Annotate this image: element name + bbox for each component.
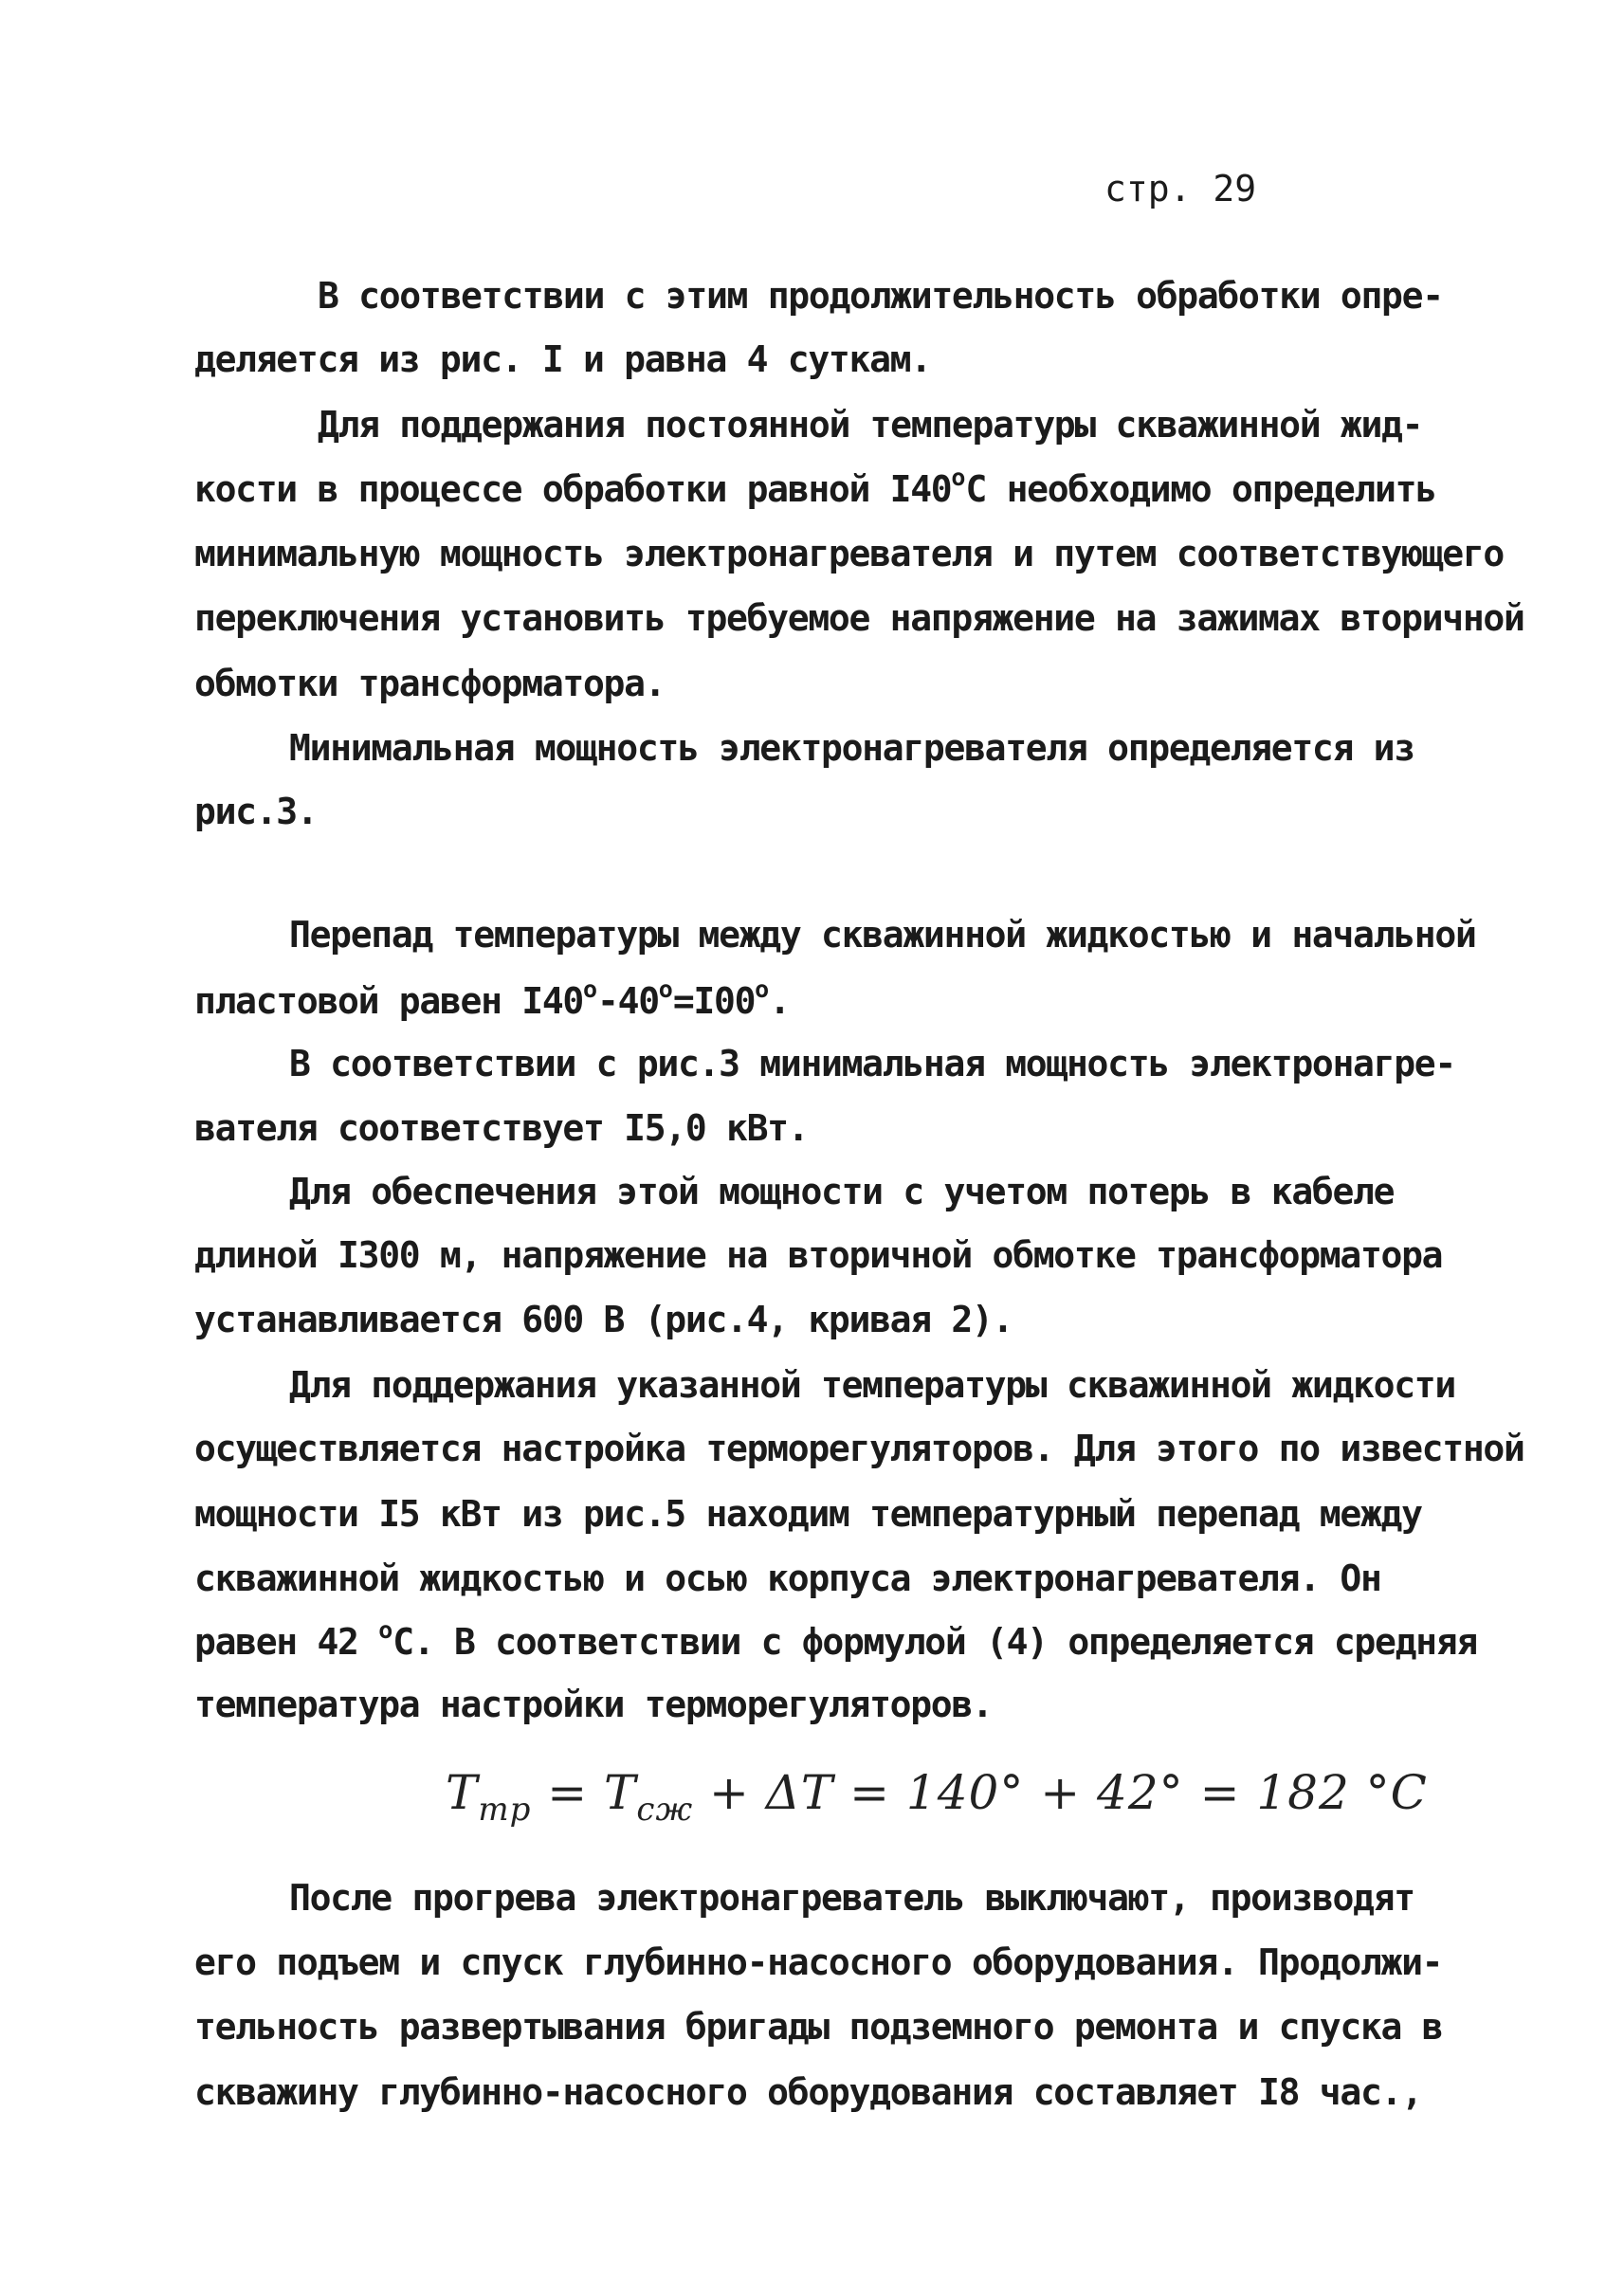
- text-line: обмотки трансформатора.: [194, 663, 666, 704]
- text-line: [194, 1616, 1477, 1663]
- text-fragment: пластовой равен I40: [194, 980, 583, 1022]
- text-line: [194, 975, 790, 1022]
- text-fragment: равен 42: [194, 1621, 379, 1663]
- formula: [446, 1765, 1428, 1829]
- text-line: В соответствии с этим продолжительность обработки опре-: [318, 275, 1443, 317]
- text-line: минимальную мощность электронагревателя и путем соответствующего: [194, 533, 1504, 574]
- degree-superscript: o: [951, 464, 966, 491]
- text-fragment: -40: [597, 980, 659, 1022]
- text-line: Для поддержания постоянной температуры скважинной жид-: [318, 404, 1423, 446]
- text-fragment: кости в процессе обработки равной I40: [194, 468, 952, 510]
- text-fragment: =I00: [672, 980, 756, 1022]
- degree-superscript: o: [755, 975, 770, 1003]
- degree-superscript: o: [378, 1616, 393, 1644]
- text-line: Перепад температуры между скважинной жидкостью и начальной: [289, 914, 1476, 956]
- text-fragment: С. В соответствии с формулой (4) определяется средняя: [392, 1621, 1477, 1663]
- formula-rest: + ΔT = 140° + 42° = 182 °C: [693, 1765, 1428, 1820]
- text-line: тельность развертывания бригады подземного ремонта и спуска в: [194, 2006, 1443, 2048]
- text-line: мощности I5 кВт из рис.5 находим температурный перепад между: [194, 1493, 1422, 1535]
- text-line: скважинной жидкостью и осью корпуса электронагревателя. Он: [194, 1557, 1381, 1599]
- degree-superscript: o: [658, 975, 673, 1003]
- text-line: После прогрева электронагреватель выключают, производят: [289, 1877, 1414, 1919]
- formula-subscript-szh: сж: [636, 1791, 694, 1829]
- text-line: переключения установить требуемое напряжение на зажимах вторичной: [194, 597, 1524, 639]
- text-line: Минимальная мощность электронагревателя определяется из: [289, 727, 1414, 769]
- text-line: температура настройки терморегуляторов.: [194, 1684, 993, 1725]
- text-fragment: С необходимо определить: [965, 468, 1436, 510]
- page-number: стр. 29: [1104, 168, 1257, 209]
- text-line: его подъем и спуск глубинно-насосного оборудования. Продолжи-: [194, 1941, 1443, 1983]
- formula-eq: = T: [531, 1765, 637, 1820]
- degree-superscript: o: [582, 975, 598, 1003]
- text-line: длиной I300 м, напряжение на вторичной обмотке трансформатора: [194, 1234, 1443, 1276]
- text-line: деляется из рис. I и равна 4 суткам.: [194, 338, 931, 380]
- text-line: [194, 464, 1436, 510]
- text-line: осуществляется настройка терморегуляторов. Для этого по известной: [194, 1428, 1524, 1469]
- formula-t: T: [446, 1765, 479, 1820]
- formula-subscript-tr: тр: [478, 1791, 532, 1829]
- text-line: скважину глубинно-насосного оборудования составляет I8 час.,: [194, 2071, 1422, 2113]
- text-line: Для поддержания указанной температуры скважинной жидкости: [289, 1364, 1455, 1406]
- text-line: В соответствии с рис.3 минимальная мощность электронагре-: [289, 1043, 1455, 1084]
- text-line: Для обеспечения этой мощности с учетом потерь в кабеле: [289, 1171, 1395, 1212]
- text-line: рис.3.: [194, 791, 318, 832]
- text-fragment: .: [769, 980, 790, 1022]
- text-line: устанавливается 600 В (рис.4, кривая 2).: [194, 1299, 1013, 1340]
- text-line: вателя соответствует I5,0 кВт.: [194, 1107, 809, 1149]
